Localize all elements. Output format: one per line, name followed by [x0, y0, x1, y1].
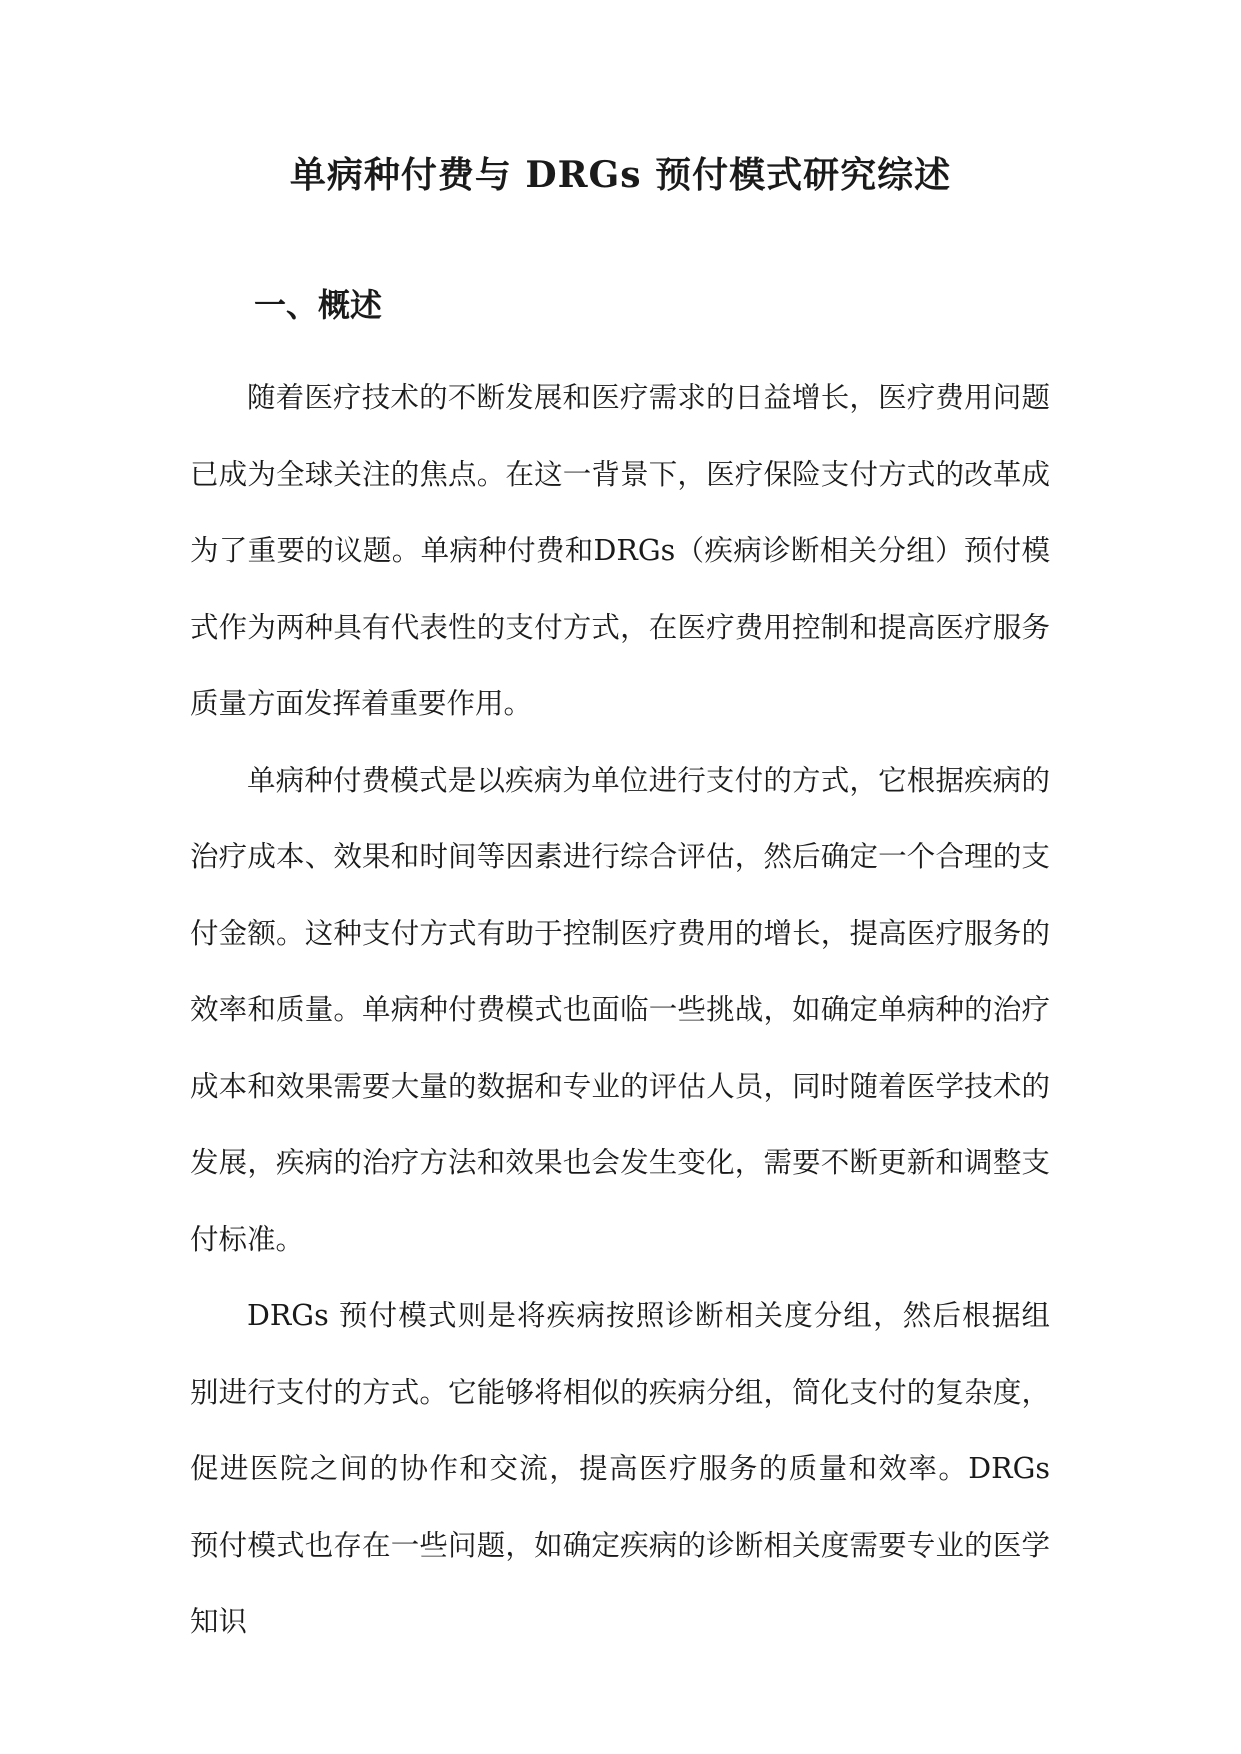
paragraph: 单病种付费模式是以疾病为单位进行支付的方式，它根据疾病的治疗成本、效果和时间等因素进行综合评估，然后确定一个合理的支付金额。这种支付方式有助于控制医疗费用的增长，提高医疗服务的效率和质量。单病种付费模式也面临一些挑战，如确定单病种的治疗成本和效果需要大量的数据和专业的评估人员，同时随着医学技术的发展，疾病的治疗方法和效果也会发生变化，需要不断更新和调整支付标准。	[190, 763, 1050, 1256]
paragraph: DRGs 预付模式则是将疾病按照诊断相关度分组，然后根据组别进行支付的方式。它能够将相似的疾病分组，简化支付的复杂度，促进医院之间的协作和交流，提高医疗服务的质量和效率。DRGs 预付模式也存在一些问题，如确定疾病的诊断相关度需要专业的医学知识	[190, 1299, 1050, 1638]
document-title: 单病种付费与 DRGs 预付模式研究综述	[289, 154, 952, 196]
paragraph: 随着医疗技术的不断发展和医疗需求的日益增长，医疗费用问题已成为全球关注的焦点。在这一背景下，医疗保险支付方式的改革成为了重要的议题。单病种付费和DRGs（疾病诊断相关分组）预付模式作为两种具有代表性的支付方式，在医疗费用控制和提高医疗服务质量方面发挥着重要作用。	[190, 381, 1050, 720]
section-body	[190, 360, 1050, 1661]
section-heading-overview: 一、概述	[254, 286, 383, 324]
